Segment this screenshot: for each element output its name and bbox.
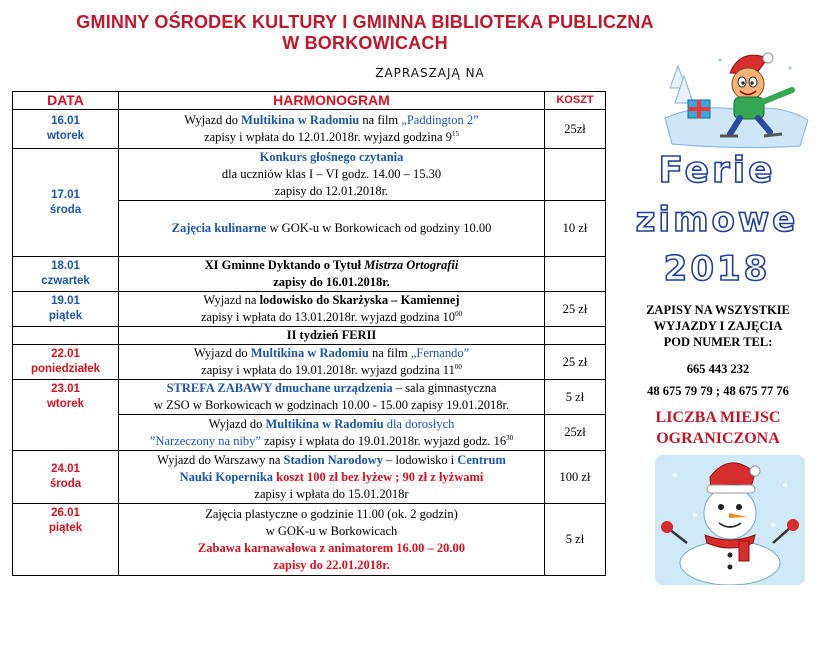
weekday: poniedziałek: [30, 363, 101, 375]
cost-cell: 25 zł: [545, 292, 606, 327]
snowman-icon: [655, 455, 805, 585]
text: Wyjazd do: [208, 416, 266, 431]
date: 16.01: [51, 115, 80, 127]
cost-cell: 25 zł: [545, 345, 606, 380]
limited-places-line1: LICZBA MIEJSC: [655, 409, 781, 426]
weekday: wtorek: [46, 130, 85, 142]
text: zapisy do 22.01.2018r.: [273, 557, 390, 572]
table-row: [13, 327, 606, 345]
weekday: piątek: [48, 522, 83, 534]
event-title: STREFA ZABAWY dmuchane urządzenia: [166, 381, 393, 395]
table-row: [13, 345, 606, 380]
film-title: „Paddington 2”: [401, 113, 479, 127]
table-row: [13, 380, 606, 415]
program-cell: [119, 257, 545, 292]
signup-info-line2: WYJAZDY I ZAJĘCIA: [653, 319, 783, 333]
table-row: [13, 149, 606, 201]
date-cell: [13, 149, 119, 257]
date: 26.01: [51, 507, 80, 519]
time-minutes: 00: [454, 362, 462, 371]
date-cell: [13, 292, 119, 327]
date: 19.01: [51, 295, 80, 307]
text: – lodowisko i: [382, 452, 458, 467]
venue-name: Centrum: [457, 452, 506, 467]
year-heading: 2018: [663, 249, 771, 289]
cost-cell: 25zł: [545, 415, 606, 451]
venue-name: Multikina w Radomiu: [241, 113, 360, 127]
date-cell: [13, 380, 119, 451]
event-title: Zajęcia kulinarne: [171, 221, 267, 235]
cost-cell: 100 zł: [545, 451, 606, 504]
text: Wyjazd do Warszawy na: [157, 452, 284, 467]
date-cell: [13, 327, 119, 345]
cost-cell: 10 zł: [545, 201, 606, 257]
text: zapisy do 16.01.2018r.: [273, 275, 390, 289]
program-cell: [119, 345, 545, 380]
col-header-program: HARMONOGRAM: [119, 92, 545, 110]
date: 23.01: [51, 383, 80, 395]
date-cell: [13, 110, 119, 149]
table-row: [13, 451, 606, 504]
time-minutes: 00: [455, 309, 463, 318]
venue-name: Nauki Kopernika: [179, 469, 274, 484]
cost-cell: [545, 149, 606, 201]
text: na film: [359, 113, 402, 127]
film-title: ”Narzeczony na niby”: [149, 433, 261, 448]
venue-name: lodowisko do Skarżyska – Kamiennej: [259, 293, 460, 307]
week-separator: II tydzień FERII: [119, 327, 545, 345]
cost-cell: 5 zł: [545, 504, 606, 576]
ferie-heading: Ferie: [658, 150, 776, 191]
text: Wyjazd na: [203, 293, 260, 307]
weekday: czwartek: [41, 275, 90, 287]
table-row: [13, 504, 606, 576]
event-title-italic: Mistrza Ortografii: [364, 258, 459, 272]
weekday: piątek: [48, 310, 83, 322]
table-row: [13, 292, 606, 327]
program-cell: [119, 201, 545, 257]
venue-name: Multikina w Radomiu: [250, 346, 369, 360]
text: Zajęcia plastyczne o godzinie 11.00 (ok. 2 godzin): [205, 506, 458, 521]
program-cell: [119, 451, 545, 504]
event-title: Zabawa karnawałowa z animatorem 16.00 – 20.00: [197, 540, 466, 555]
text: w ZSO w Borkowicach w godzinach 10.00 - 15.00 zapisy 19.01.2018r.: [153, 398, 510, 412]
table-row: [13, 110, 606, 149]
text: zapisy do 12.01.2018r.: [274, 184, 389, 198]
text: zapisy i wpłata do 12.01.2018r. wyjazd godzina 9: [204, 130, 452, 144]
time-minutes: 15: [451, 129, 459, 138]
text: – sala gimnastyczna: [392, 381, 497, 395]
event-title: Konkurs głośnego czytania: [259, 150, 404, 164]
limited-places-line2: OGRANICZONA: [656, 430, 780, 447]
date-cell: [13, 257, 119, 292]
film-title: „Fernando”: [410, 346, 470, 360]
text: na film: [368, 346, 411, 360]
col-header-date: DATA: [13, 92, 119, 110]
time-minutes: 30: [506, 433, 514, 442]
program-cell: [119, 504, 545, 576]
text: zapisy i wpłata do 15.01.2018r: [254, 486, 409, 501]
header-title-line1: GMINNY OŚRODEK KULTURY I GMINNA BIBLIOTEKA PUBLICZNA: [76, 12, 654, 32]
date-cell: [13, 451, 119, 504]
program-cell: [119, 110, 545, 149]
date: 22.01: [51, 348, 80, 360]
cost-cell: 5 zł: [545, 380, 606, 415]
text: zapisy i wpłata do 13.01.2018r. wyjazd godzina 10: [200, 310, 456, 324]
venue-name: Multikina w Radomiu: [265, 416, 384, 431]
phone-numbers-landline: 48 675 79 79 ; 48 675 77 76: [647, 384, 789, 398]
text: Wyjazd do: [184, 113, 242, 127]
text: dla dorosłych: [383, 416, 455, 431]
venue-name: Stadion Narodowy: [283, 452, 383, 467]
date: 17.01: [51, 188, 80, 201]
col-header-cost: KOSZT: [545, 92, 606, 110]
date: 18.01: [51, 260, 80, 272]
cost-cell: [545, 257, 606, 292]
cost-cell: [545, 327, 606, 345]
skating-child-icon: [660, 48, 810, 148]
text: zapisy i wpłata do 19.01.2018r. wyjazd godzina 11: [201, 363, 455, 377]
text: zapisy i wpłata do 19.01.2018r. wyjazd godz. 16: [260, 433, 507, 448]
table-row: [13, 257, 606, 292]
program-cell: [119, 415, 545, 451]
signup-info-line1: ZAPISY NA WSZYSTKIE: [646, 303, 790, 317]
cost-cell: 25zł: [545, 110, 606, 149]
program-cell: [119, 292, 545, 327]
date-cell: [13, 345, 119, 380]
header-subtitle: ZAPRASZAJĄ NA: [375, 66, 485, 80]
date-cell: [13, 504, 119, 576]
schedule-table: [12, 91, 606, 576]
weekday: środa: [49, 203, 82, 216]
weekday: środa: [49, 478, 82, 490]
signup-info-line3: POD NUMER TEL:: [663, 335, 773, 349]
program-cell: [119, 149, 545, 201]
zimowe-heading: zimowe: [635, 200, 799, 240]
text: Wyjazd do: [193, 346, 251, 360]
event-title: XI Gminne Dyktando o Tytuł: [204, 258, 365, 272]
program-cell: [119, 380, 545, 415]
text: w GOK-u w Borkowicach od godziny 10.00: [266, 221, 492, 235]
text: dla uczniów klas I – VI godz. 14.00 – 15.30: [221, 167, 442, 181]
weekday: wtorek: [46, 398, 85, 410]
date: 24.01: [51, 463, 80, 475]
phone-number-mobile: 665 443 232: [686, 362, 750, 376]
table-header-row: [13, 92, 606, 110]
price-note: koszt 100 zł bez łyżew ; 90 zł z łyżwami: [273, 469, 484, 484]
header-title-line2: W BORKOWICACH: [282, 33, 448, 53]
text: w GOK-u w Borkowicach: [265, 523, 398, 538]
